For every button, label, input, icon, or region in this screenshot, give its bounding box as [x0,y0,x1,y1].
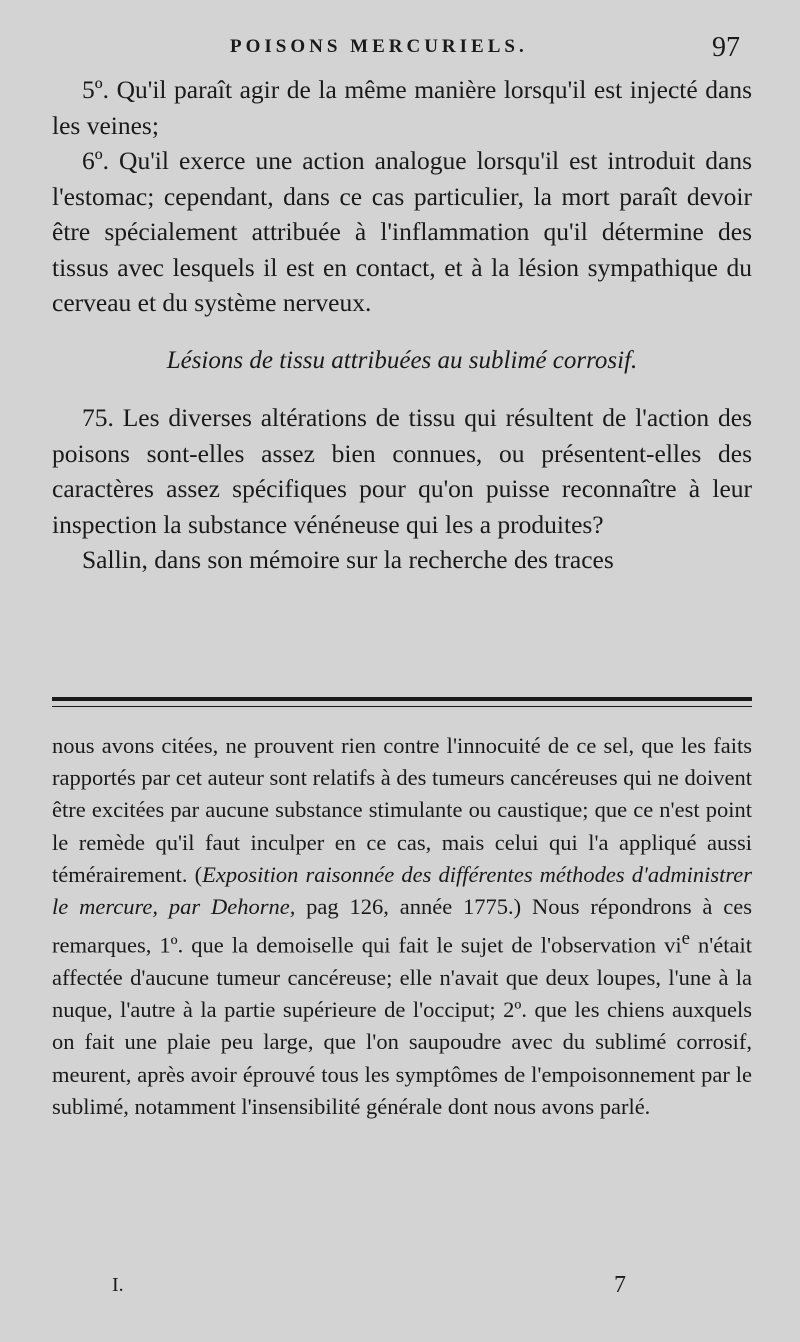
footnote-rule-thin [52,706,752,707]
paragraph-5: 5º. Qu'il paraît agir de la même manière lorsqu'il est injecté dans les veines; [52,75,752,140]
footnote-superscript: e [681,928,690,950]
signature-mark-left: I. [112,1274,124,1296]
paragraph-75: 75. Les diverses altérations de tissu qui résultent de l'action des poisons sont-elles assez bien connues, ou présentent-elles des caractères assez spécifiques pour qu'on puisse reconnaître à leur inspection la substance vénéneuse qui les a produites? [52,403,752,539]
footnote-text-c: n'était affectée d'aucune tumeur cancéreuse; elle n'avait que deux loupes, l'une à la nuque, l'autre à la partie supérieure de l'occiput; 2º. que les chiens auxquels on fait une plaie peu large, que l'on saupoudre avec du sublimé corrosif, meurent, après avoir éprouvé tous les symptômes de l'empoisonnement par le sublimé, notamment l'insensibilité générale dont nous avons parlé. [52,932,753,1119]
footnote-rule [52,697,752,701]
footnote [52,730,752,1123]
footnote-text-a: nous avons citées, ne prouvent rien contre l'innocuité de ce sel, que les faits rapportés par cet auteur sont relatifs à des tumeurs cancéreuses qui ne doivent être excitées par aucune substance stimulante ou caustique; que ce n'est point le remède qu'il faut inculper en ce cas, mais celui qui l'a appliqué aussi témérairement. ( [52,733,752,887]
footnote-text-b: pag 126, année 1775.) Nous répondrons à ces remarques, 1º. que la demoiselle qui fait le sujet de l'observation vi [52,894,752,958]
footnote-citation: Exposition raisonnée des différentes méthodes d'administrer le mercure, par Dehorne, [52,861,753,920]
section-title: Lésions de tissu attribuées au sublimé corrosif. [166,346,638,374]
paragraph-6: 6º. Qu'il exerce une action analogue lorsqu'il est introduit dans l'estomac; cependant, dans ce cas particulier, la mort paraît devoir être spécialement attribuée à l'inflammation qu'il détermine des tissus avec lesquels il est en contact, et à la lésion sympathique du cerveau et du système nerveux. [52,146,752,317]
main-text [52,72,752,578]
paragraph-sallin: Sallin, dans son mémoire sur la recherche des traces [82,545,614,574]
running-title: POISONS MERCURIELS. [230,36,528,57]
signature-mark-right: 7 [614,1272,626,1298]
page-header [0,34,800,74]
page-number: 97 [712,32,740,63]
